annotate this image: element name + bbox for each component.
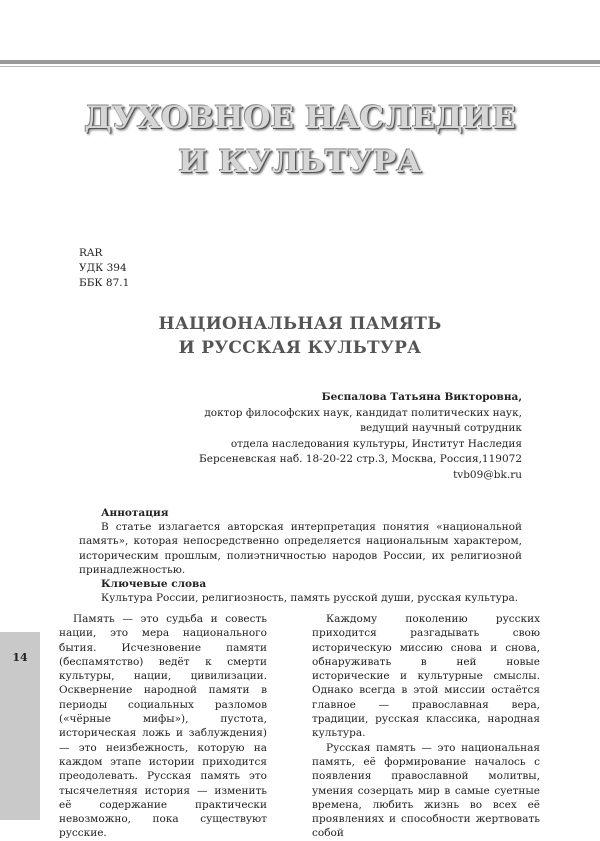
section-title-line2: И КУЛЬТУРА <box>178 144 422 180</box>
body-column-left <box>59 612 267 841</box>
author-email[interactable]: tvb09@bk.ru <box>453 468 522 481</box>
article-title <box>0 312 600 360</box>
body-paragraph: Каждому поколению русских приходится разгадывать свою историческую миссию снова и снова, обнаруживать в ней новые исторические и культурные смыслы. Однако всегда в этой миссии остаётся главное — православная вера, традиции, русская классика, народная культура. <box>312 613 540 740</box>
section-title <box>0 96 600 184</box>
author-department: отдела наследования культуры, Институт Наследия <box>230 437 522 450</box>
page-number: 14 <box>12 651 28 664</box>
abstract-text: В статье излагается авторская интерпретация понятия «национальной память», которая непосредственно определяется национальным характером, историческим прошлым, полиэтничностью народов России, их религиозной принадлежностью. <box>79 521 522 576</box>
classification-codes <box>79 246 129 291</box>
keywords-text: Культура России, религиозность, память русской души, русская культура. <box>101 592 519 605</box>
body-column-right <box>312 612 540 841</box>
author-address: Берсеневская наб. 18-20-22 стр.3, Москва, Россия,119072 <box>199 453 522 465</box>
author-position: ведущий научный сотрудник <box>360 422 522 434</box>
abstract-label: Аннотация <box>101 507 169 519</box>
keywords-label: Ключевые слова <box>101 578 207 591</box>
udk-code: УДК 394 <box>79 262 127 274</box>
header-rule-thin <box>0 66 600 67</box>
body-paragraph: Русская память — это национальная память, её формирование началось с появления православной молитвы, умения созерцать мир в самые суетные времена, любить жизнь во всех её проявлениях и способности жертвовать собой <box>312 741 540 840</box>
body-paragraph: Память — это судьба и совесть нации, это мера национального бытия. Исчезновение памяти (беспамятство) ведёт к смерти культуры, нации, цивилизации. Осквернение народной памяти в периоды социальных разломов («чёрные мифы»), пустота, историческая ложь и заблуждения) — это неизбежность, которую на каждом этапе истории приходится преодолевать. Русская память это тысячелетняя история — изменить её содержание практически невозможно, пока существуют русские. <box>59 613 267 840</box>
author-block <box>199 390 522 483</box>
section-title-line1: ДУХОВНОЕ НАСЛЕДИЕ <box>84 100 516 136</box>
rar-code: RAR <box>79 247 103 259</box>
author-degree: доктор философских наук, кандидат политических наук, <box>204 406 522 419</box>
author-name: Беспалова Татьяна Викторовна, <box>321 391 522 403</box>
abstract-block <box>79 506 522 605</box>
bbk-code: ББК 87.1 <box>79 277 130 289</box>
article-title-line1: НАЦИОНАЛЬНАЯ ПАМЯТЬ <box>158 314 442 334</box>
header-rule <box>0 60 600 64</box>
article-title-line2: И РУССКАЯ КУЛЬТУРА <box>178 338 422 358</box>
